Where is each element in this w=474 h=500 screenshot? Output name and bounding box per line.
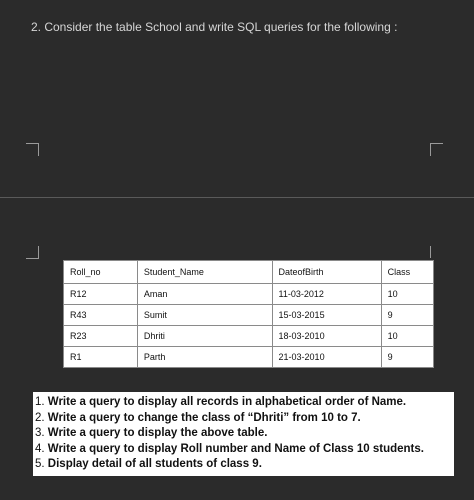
table-cell: 18-03-2010 — [272, 326, 381, 347]
task-number: 2. — [35, 411, 45, 424]
table-cell: 10 — [381, 284, 433, 305]
table-cell: R12 — [64, 284, 138, 305]
header-date-of-birth: DateofBirth — [272, 261, 381, 284]
task-number: 4. — [35, 442, 45, 455]
task-text: Write a query to display Roll number and Name of Class 10 students. — [47, 442, 424, 455]
section-divider — [0, 197, 474, 198]
table-row — [64, 326, 434, 347]
school-table-image — [63, 260, 434, 368]
crop-corner-bottom-right-icon — [430, 246, 432, 258]
table-cell: Parth — [137, 347, 272, 368]
table-cell: Sumit — [137, 305, 272, 326]
task-list — [33, 392, 454, 476]
table-row — [64, 347, 434, 368]
table-cell: R1 — [64, 347, 138, 368]
list-item — [35, 395, 454, 411]
table-cell: 9 — [381, 305, 433, 326]
header-roll-no: Roll_no — [64, 261, 138, 284]
list-item — [35, 411, 454, 427]
task-number: 5. — [35, 458, 45, 470]
table-cell: Dhriti — [137, 326, 272, 347]
task-text: Write a query to display all records in alphabetical order of Name. — [47, 396, 407, 408]
table-row — [64, 305, 434, 326]
table-cell: R23 — [64, 326, 138, 347]
list-item — [35, 442, 454, 458]
crop-corner-top-right-icon — [430, 143, 443, 156]
crop-corner-top-left-icon — [26, 143, 39, 156]
list-item — [35, 457, 454, 473]
header-student-name: Student_Name — [137, 261, 272, 284]
list-item — [35, 426, 454, 442]
task-text: Display detail of all students of class 9. — [47, 458, 262, 470]
school-table — [63, 260, 434, 368]
table-row — [64, 284, 434, 305]
table-cell: Aman — [137, 284, 272, 305]
table-cell: 21-03-2010 — [272, 347, 381, 368]
question-text: 2. Consider the table School and write SQL queries for the following : — [31, 20, 398, 34]
table-header-row — [64, 261, 434, 284]
task-text: Write a query to change the class of “Dhriti” from 10 to 7. — [47, 411, 361, 424]
table-cell: 10 — [381, 326, 433, 347]
task-text: Write a query to display the above table. — [47, 427, 268, 439]
table-cell: 9 — [381, 347, 433, 368]
crop-corner-bottom-left-icon — [26, 246, 39, 259]
table-cell: 15-03-2015 — [272, 305, 381, 326]
table-cell: 11-03-2012 — [272, 284, 381, 305]
table-cell: R43 — [64, 305, 138, 326]
task-number: 1. — [35, 396, 45, 408]
header-class: Class — [381, 261, 433, 284]
task-number: 3. — [35, 427, 45, 439]
